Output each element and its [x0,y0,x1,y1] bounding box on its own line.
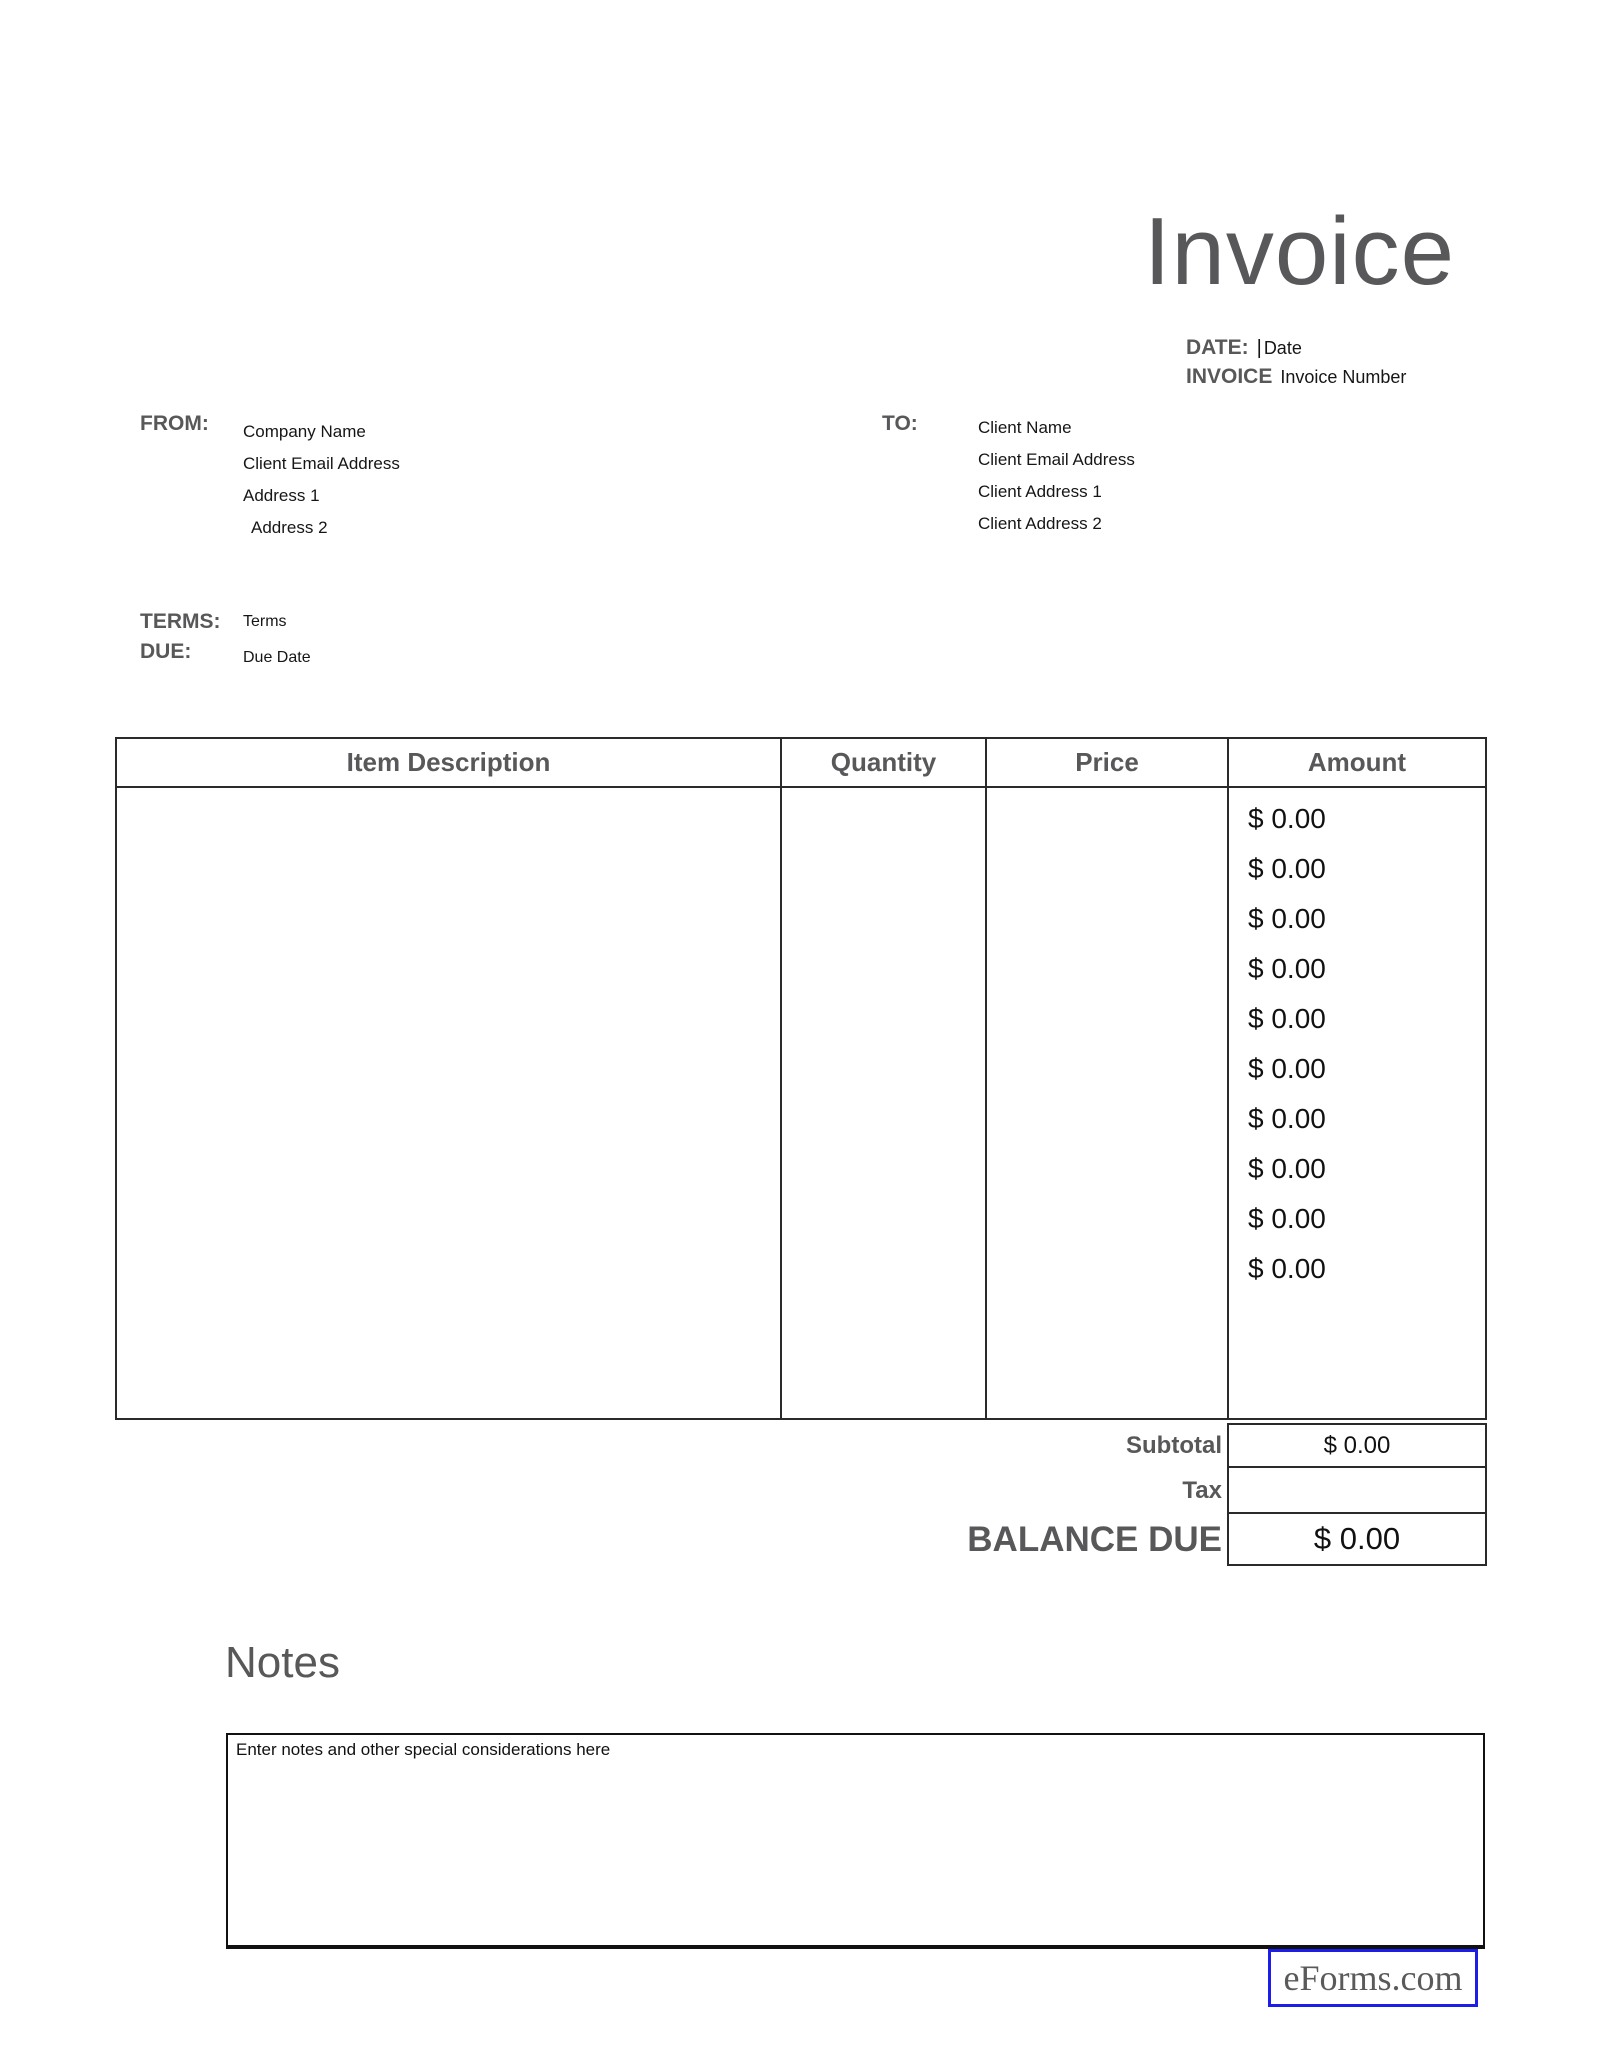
balance-due-label: BALANCE DUE [967,1520,1222,1559]
header-item-description: Item Description [117,739,782,786]
from-address2-field[interactable]: Address 2 [251,518,328,537]
header-amount: Amount [1307,747,1407,777]
from-block [243,420,400,548]
date-label: DATE: [1186,336,1249,359]
subtotal-label: Subtotal [1126,1432,1222,1459]
balance-due-value: $ 0.00 [1227,1512,1487,1566]
quantity-cell[interactable] [782,788,987,1418]
invoice-number-field[interactable]: Invoice Number [1280,367,1407,387]
eforms-brand-link[interactable]: eForms.com [1268,1949,1478,2007]
terms-field[interactable]: Terms [243,613,287,630]
from-company-name-field[interactable]: Company Name [243,422,366,441]
amount-line-field[interactable]: $ 0.00 [1248,1153,1326,1184]
totals-labels [600,1423,1222,1566]
amount-line-field[interactable]: $ 0.00 [1248,1203,1326,1234]
page-title: Invoice [1143,198,1455,305]
totals-boxes [1227,1423,1487,1566]
amount-line-field[interactable]: $ 0.00 [1248,1253,1326,1284]
item-description-cell[interactable] [117,788,782,1418]
tax-label: Tax [1182,1477,1222,1504]
to-block [978,416,1135,544]
amount-line-field[interactable]: $ 0.00 [1248,1103,1326,1134]
table-body-row [117,788,1485,1418]
subtotal-value: $ 0.00 [1227,1423,1487,1468]
to-address1-field[interactable]: Client Address 1 [978,482,1102,501]
table-header-row [117,739,1485,788]
amount-line-field[interactable]: $ 0.00 [1248,803,1326,834]
notes-field[interactable]: Enter notes and other special considerations here [226,1733,1485,1949]
invoice-number-label: INVOICE [1186,365,1273,388]
price-cell[interactable] [987,788,1229,1418]
amount-line-field[interactable]: $ 0.00 [1248,953,1326,984]
line-items-table [115,737,1487,1420]
amount-line-field[interactable]: $ 0.00 [1248,1003,1326,1034]
amount-line-field[interactable]: $ 0.00 [1248,1053,1326,1084]
from-address1-field[interactable]: Address 1 [243,486,320,505]
tax-field[interactable] [1227,1466,1487,1514]
header-quantity: Quantity [782,739,987,786]
header-price: Price [987,739,1229,786]
to-address2-field[interactable]: Client Address 2 [978,514,1102,533]
from-label: FROM: [140,412,209,435]
terms-label: TERMS: [140,610,221,633]
to-label: TO: [882,412,918,435]
due-date-field[interactable]: Due Date [243,649,311,666]
amount-line-field[interactable]: $ 0.00 [1248,853,1326,884]
invoice-meta [1186,336,1406,394]
to-email-field[interactable]: Client Email Address [978,450,1135,469]
amount-cell [1229,788,1485,1418]
text-cursor: | [1256,337,1262,359]
from-email-field[interactable]: Client Email Address [243,454,400,473]
date-field[interactable]: Date [1263,338,1302,358]
to-client-name-field[interactable]: Client Name [978,418,1072,437]
invoice-number-row [1186,365,1406,389]
date-row [1186,336,1406,360]
due-label: DUE: [140,640,192,663]
notes-heading: Notes [225,1638,340,1687]
amount-line-field[interactable]: $ 0.00 [1248,903,1326,934]
